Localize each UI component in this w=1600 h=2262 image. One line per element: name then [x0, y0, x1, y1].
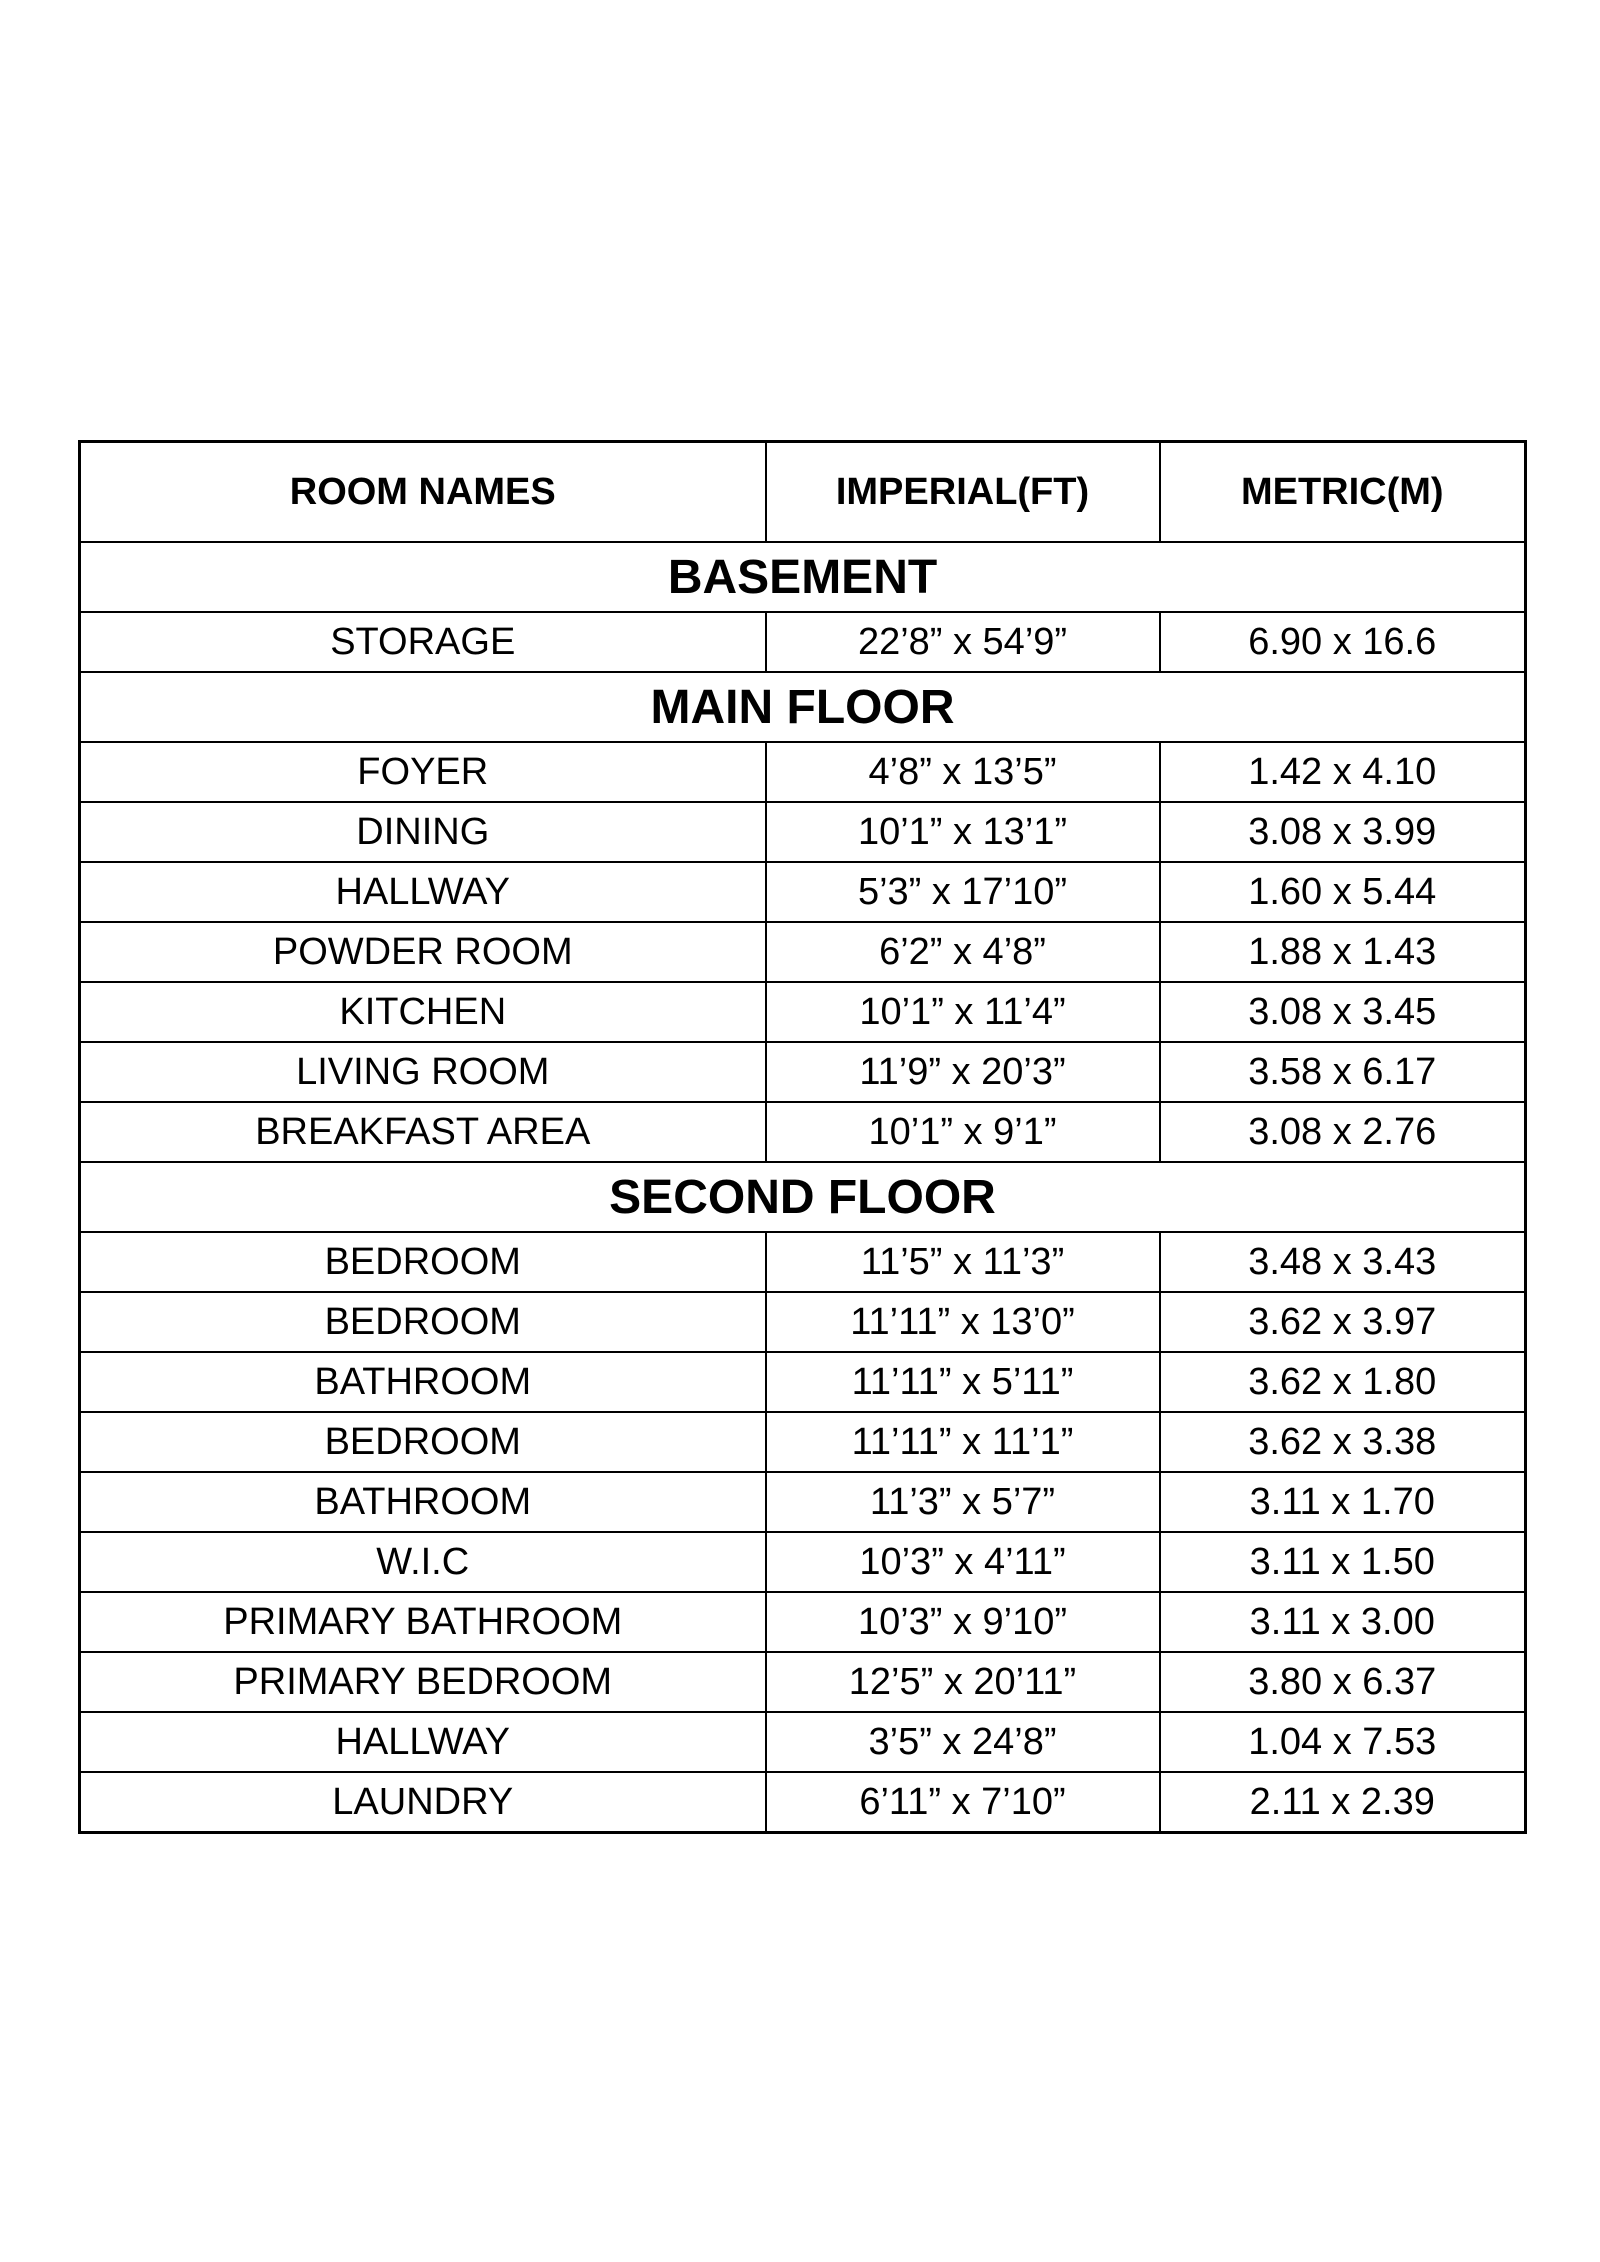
metric-cell: 3.11 x 1.50 [1160, 1532, 1526, 1592]
metric-cell: 6.90 x 16.6 [1160, 612, 1526, 672]
metric-cell: 1.42 x 4.10 [1160, 742, 1526, 802]
metric-cell: 3.58 x 6.17 [1160, 1042, 1526, 1102]
table-row [80, 1652, 1526, 1712]
room-cell: FOYER [80, 742, 766, 802]
metric-cell: 3.62 x 3.38 [1160, 1412, 1526, 1472]
table-row [80, 1412, 1526, 1472]
table-header [80, 442, 1526, 543]
metric-cell: 2.11 x 2.39 [1160, 1772, 1526, 1833]
metric-cell: 3.08 x 3.99 [1160, 802, 1526, 862]
table-row [80, 1772, 1526, 1833]
room-cell: STORAGE [80, 612, 766, 672]
metric-cell: 3.62 x 3.97 [1160, 1292, 1526, 1352]
imperial-cell: 12’5” x 20’11” [766, 1652, 1160, 1712]
metric-cell: 3.62 x 1.80 [1160, 1352, 1526, 1412]
metric-cell: 1.60 x 5.44 [1160, 862, 1526, 922]
imperial-cell: 11’3” x 5’7” [766, 1472, 1160, 1532]
imperial-cell: 6’11” x 7’10” [766, 1772, 1160, 1833]
room-cell: W.I.C [80, 1532, 766, 1592]
imperial-cell: 10’1” x 9’1” [766, 1102, 1160, 1162]
metric-cell: 3.11 x 3.00 [1160, 1592, 1526, 1652]
metric-cell: 1.04 x 7.53 [1160, 1712, 1526, 1772]
table-row [80, 742, 1526, 802]
table-body [80, 542, 1526, 1833]
table-row [80, 1292, 1526, 1352]
room-cell: BATHROOM [80, 1352, 766, 1412]
room-cell: HALLWAY [80, 862, 766, 922]
header-row [80, 442, 1526, 543]
imperial-cell: 11’9” x 20’3” [766, 1042, 1160, 1102]
table-row [80, 1472, 1526, 1532]
room-cell: BATHROOM [80, 1472, 766, 1532]
table-row [80, 1042, 1526, 1102]
section-row-main-floor [80, 672, 1526, 742]
room-cell: BEDROOM [80, 1412, 766, 1472]
table-row [80, 1712, 1526, 1772]
room-cell: LAUNDRY [80, 1772, 766, 1833]
room-cell: PRIMARY BATHROOM [80, 1592, 766, 1652]
metric-cell: 3.11 x 1.70 [1160, 1472, 1526, 1532]
header-imperial: IMPERIAL(FT) [766, 442, 1160, 543]
imperial-cell: 11’5” x 11’3” [766, 1232, 1160, 1292]
table-row [80, 1352, 1526, 1412]
room-cell: POWDER ROOM [80, 922, 766, 982]
table-row [80, 802, 1526, 862]
section-title: SECOND FLOOR [80, 1162, 1526, 1232]
metric-cell: 3.08 x 2.76 [1160, 1102, 1526, 1162]
section-row-second-floor [80, 1162, 1526, 1232]
table-row [80, 612, 1526, 672]
metric-cell: 3.08 x 3.45 [1160, 982, 1526, 1042]
imperial-cell: 10’3” x 9’10” [766, 1592, 1160, 1652]
section-title: MAIN FLOOR [80, 672, 1526, 742]
room-cell: PRIMARY BEDROOM [80, 1652, 766, 1712]
imperial-cell: 11’11” x 13’0” [766, 1292, 1160, 1352]
imperial-cell: 10’1” x 11’4” [766, 982, 1160, 1042]
table-row [80, 982, 1526, 1042]
table-row [80, 1232, 1526, 1292]
table-row [80, 1592, 1526, 1652]
room-cell: DINING [80, 802, 766, 862]
table-row [80, 862, 1526, 922]
imperial-cell: 22’8” x 54’9” [766, 612, 1160, 672]
section-title: BASEMENT [80, 542, 1526, 612]
room-cell: HALLWAY [80, 1712, 766, 1772]
imperial-cell: 4’8” x 13’5” [766, 742, 1160, 802]
table-row [80, 1102, 1526, 1162]
room-cell: LIVING ROOM [80, 1042, 766, 1102]
header-room-names: ROOM NAMES [80, 442, 766, 543]
imperial-cell: 3’5” x 24’8” [766, 1712, 1160, 1772]
room-cell: BEDROOM [80, 1292, 766, 1352]
imperial-cell: 6’2” x 4’8” [766, 922, 1160, 982]
metric-cell: 1.88 x 1.43 [1160, 922, 1526, 982]
imperial-cell: 5’3” x 17’10” [766, 862, 1160, 922]
imperial-cell: 11’11” x 5’11” [766, 1352, 1160, 1412]
metric-cell: 3.80 x 6.37 [1160, 1652, 1526, 1712]
imperial-cell: 11’11” x 11’1” [766, 1412, 1160, 1472]
section-row-basement [80, 542, 1526, 612]
metric-cell: 3.48 x 3.43 [1160, 1232, 1526, 1292]
table-row [80, 1532, 1526, 1592]
header-metric: METRIC(M) [1160, 442, 1526, 543]
imperial-cell: 10’1” x 13’1” [766, 802, 1160, 862]
table-row [80, 922, 1526, 982]
room-dimensions-table [78, 440, 1527, 1834]
room-cell: KITCHEN [80, 982, 766, 1042]
room-cell: BEDROOM [80, 1232, 766, 1292]
imperial-cell: 10’3” x 4’11” [766, 1532, 1160, 1592]
room-cell: BREAKFAST AREA [80, 1102, 766, 1162]
